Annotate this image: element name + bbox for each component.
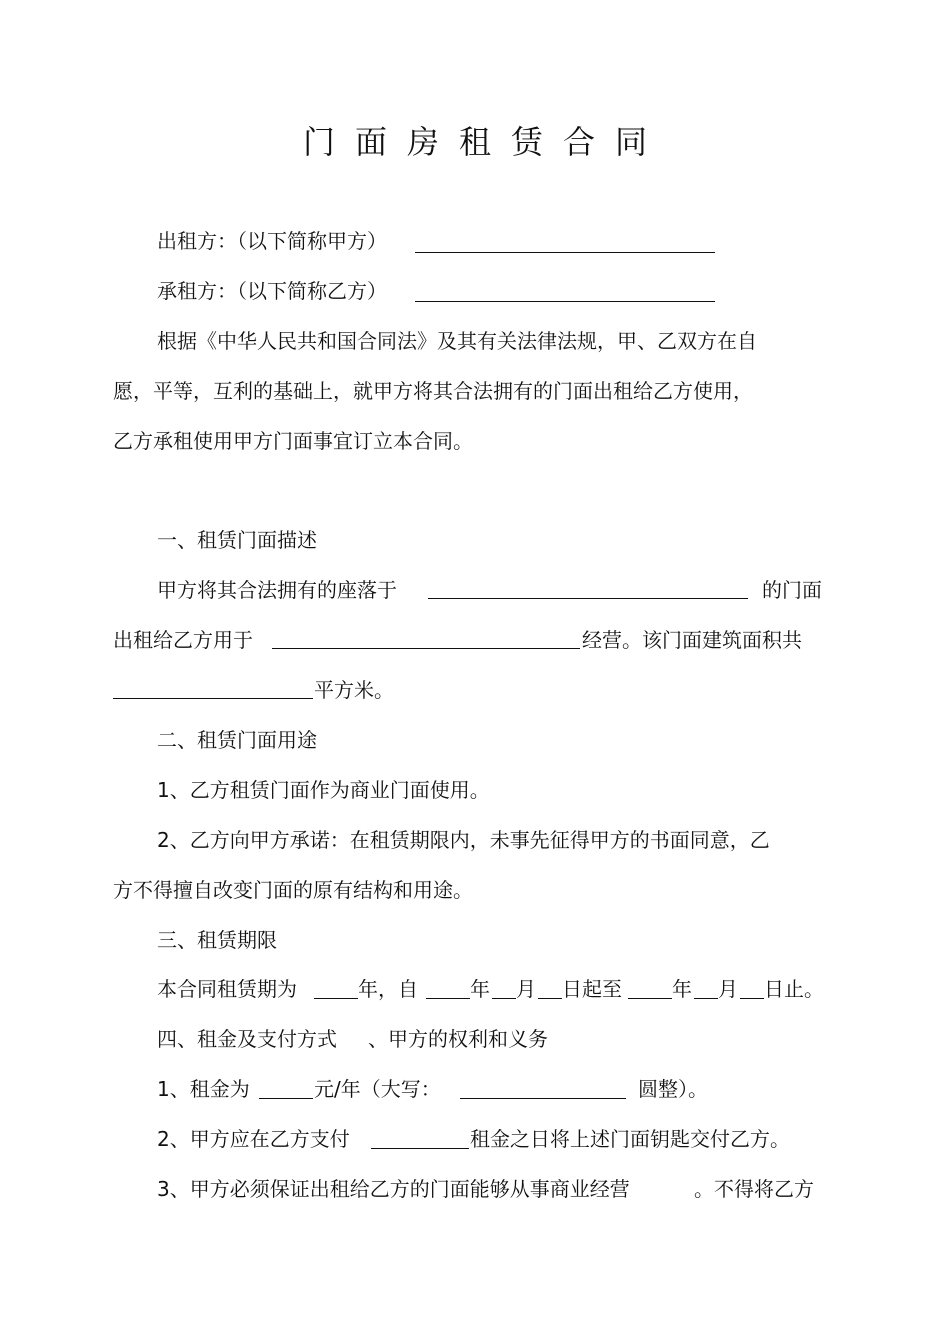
section-1-line-2a: 出租给乙方用于 bbox=[113, 628, 253, 652]
intro-line-2: 愿，平等，互利的基础上，就甲方将其合法拥有的门面出租给乙方使用， bbox=[113, 379, 753, 403]
section-2-item-2b: 方不得擅自改变门面的原有结构和用途。 bbox=[113, 878, 473, 902]
lessor-label: 出租方：（以下简称甲方） bbox=[157, 229, 387, 253]
start-year-blank[interactable] bbox=[426, 980, 470, 999]
obligation-text-1: 3、甲方必须保证出租给乙方的门面能够从事商业经营 bbox=[157, 1177, 630, 1201]
term-text-8: 日止。 bbox=[764, 977, 824, 1001]
key-text-2: 租金之日将上述门面钥匙交付乙方。 bbox=[470, 1127, 790, 1151]
section-1-line-1a: 甲方将其合法拥有的座落于 bbox=[157, 578, 397, 602]
term-years-blank[interactable] bbox=[314, 980, 358, 999]
rent-text-3: 圆整）。 bbox=[638, 1077, 708, 1101]
lessee-line bbox=[157, 278, 387, 304]
key-rent-blank[interactable] bbox=[371, 1130, 469, 1149]
section-2-heading: 二、租赁门面用途 bbox=[157, 728, 317, 752]
document-title: 门面房租赁合同 bbox=[302, 123, 667, 161]
section-4-heading-b: 、甲方的权利和义务 bbox=[368, 1027, 548, 1051]
location-blank[interactable] bbox=[428, 580, 748, 599]
section-2-item-2a: 2、乙方向甲方承诺：在租赁期限内，未事先征得甲方的书面同意，乙 bbox=[157, 828, 770, 852]
start-month-blank[interactable] bbox=[492, 980, 516, 999]
area-blank[interactable] bbox=[113, 680, 313, 699]
term-text-7: 月 bbox=[718, 977, 738, 1001]
lessee-blank[interactable] bbox=[415, 283, 715, 302]
section-3-heading: 三、租赁期限 bbox=[157, 928, 277, 952]
rent-amount-blank[interactable] bbox=[259, 1080, 313, 1099]
lessee-label: 承租方：（以下简称乙方） bbox=[157, 279, 387, 303]
section-1-line-1b: 的门面 bbox=[762, 578, 822, 602]
section-1-line-3b: 平方米。 bbox=[314, 678, 394, 702]
rent-capital-blank[interactable] bbox=[460, 1080, 626, 1099]
term-text-4: 月 bbox=[516, 977, 536, 1001]
lessor-line bbox=[157, 228, 387, 254]
section-1-heading: 一、租赁门面描述 bbox=[157, 528, 317, 552]
section-4-heading-a: 四、租金及支付方式 bbox=[157, 1027, 337, 1051]
end-month-blank[interactable] bbox=[694, 980, 718, 999]
term-text-5: 日起至 bbox=[562, 977, 622, 1001]
rent-text-2: 元/年（大写： bbox=[314, 1077, 441, 1101]
term-text-6: 年 bbox=[672, 977, 692, 1001]
section-1-line-2b: 经营。该门面建筑面积共 bbox=[582, 628, 802, 652]
business-blank[interactable] bbox=[272, 630, 580, 649]
rent-text-1: 1、租金为 bbox=[157, 1077, 250, 1101]
obligation-text-2: 。不得将乙方 bbox=[694, 1177, 814, 1201]
intro-line-1: 根据《中华人民共和国合同法》及其有关法律法规，甲、乙双方在自 bbox=[157, 329, 757, 353]
end-year-blank[interactable] bbox=[628, 980, 672, 999]
end-day-blank[interactable] bbox=[740, 980, 764, 999]
term-text-3: 年 bbox=[470, 977, 490, 1001]
start-day-blank[interactable] bbox=[538, 980, 562, 999]
section-2-item-1: 1、乙方租赁门面作为商业门面使用。 bbox=[157, 778, 490, 802]
key-text-1: 2、甲方应在乙方支付 bbox=[157, 1127, 350, 1151]
term-text-1: 本合同租赁期为 bbox=[157, 977, 297, 1001]
term-text-2: 年，自 bbox=[358, 977, 418, 1001]
lessor-blank[interactable] bbox=[415, 234, 715, 253]
intro-line-3: 乙方承租使用甲方门面事宜订立本合同。 bbox=[113, 429, 473, 453]
